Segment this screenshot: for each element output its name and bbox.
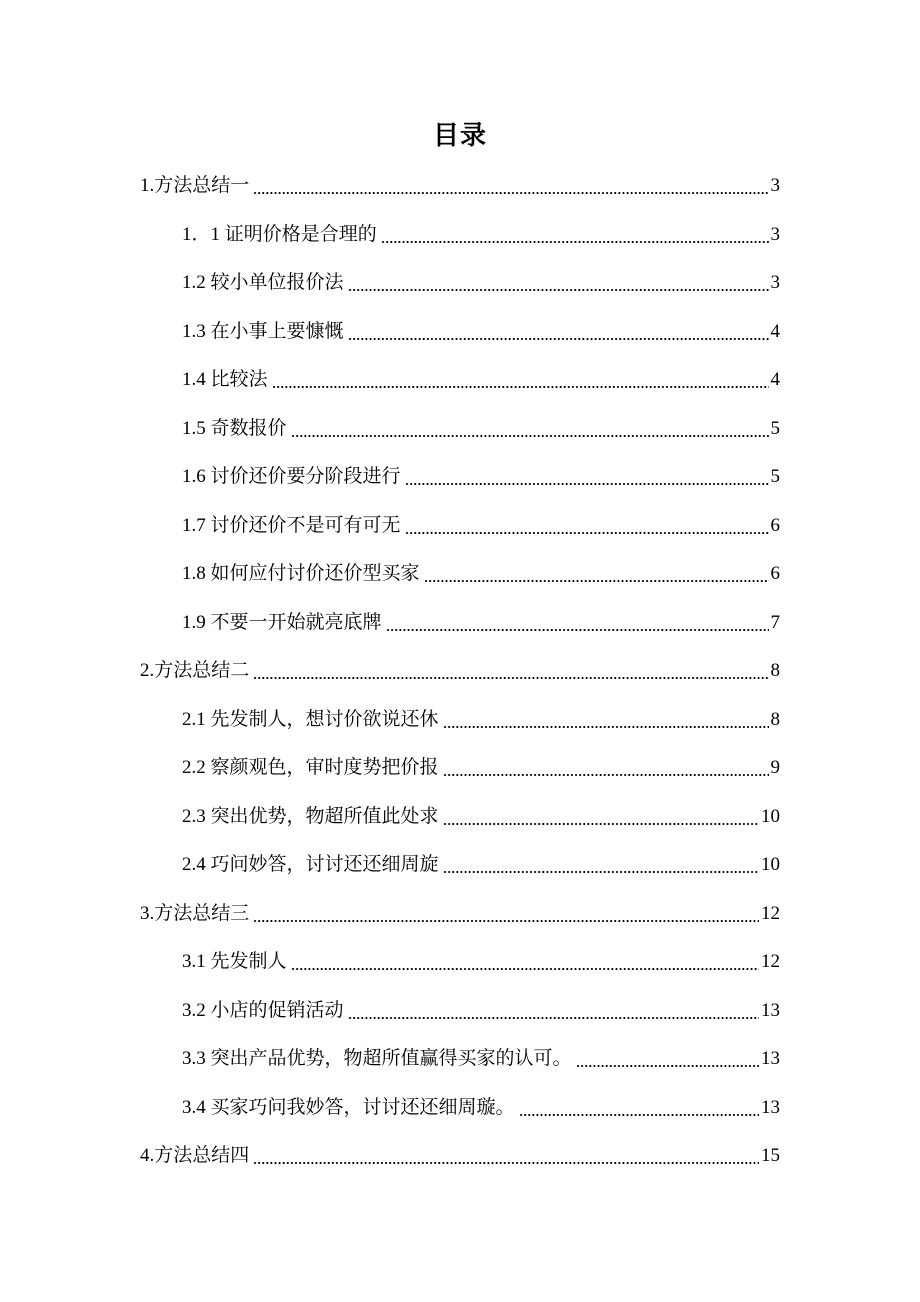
toc-entry-1[interactable] bbox=[0, 162, 780, 211]
toc-entry-page: 5 bbox=[770, 417, 780, 439]
dot-leader bbox=[381, 241, 769, 243]
toc-entry-1-2[interactable] bbox=[0, 259, 780, 308]
toc-entry-page: 7 bbox=[770, 611, 780, 633]
dot-leader bbox=[424, 580, 769, 582]
toc-entry-label: 1.3 在小事上要慷慨 bbox=[182, 320, 344, 342]
toc-entry-page: 12 bbox=[761, 951, 780, 973]
toc-entry-label: 2.4 巧问妙答，讨讨还还细周旋 bbox=[182, 854, 439, 876]
toc-entry-label: 1.9 不要一开始就亮底牌 bbox=[182, 611, 382, 633]
toc-entry-1-9[interactable] bbox=[0, 599, 780, 648]
toc-entry-label: 1.方法总结一 bbox=[140, 175, 250, 197]
dot-leader bbox=[253, 677, 768, 679]
dot-leader bbox=[348, 338, 769, 340]
toc-entry-page: 5 bbox=[770, 466, 780, 488]
toc-entry-4[interactable] bbox=[0, 1132, 780, 1181]
dot-leader bbox=[576, 1065, 759, 1067]
toc-entry-label: 2.2 察颜观色，审时度势把价报 bbox=[182, 757, 439, 779]
toc-entry-3[interactable] bbox=[0, 890, 780, 939]
dot-leader bbox=[405, 483, 769, 485]
toc-entry-label: 1．1 证明价格是合理的 bbox=[182, 223, 377, 245]
toc-entry-1-6[interactable] bbox=[0, 453, 780, 502]
toc-entry-3-1[interactable] bbox=[0, 938, 780, 987]
toc-list bbox=[0, 162, 920, 1181]
dot-leader bbox=[405, 532, 769, 534]
toc-entry-2-3[interactable] bbox=[0, 793, 780, 842]
toc-entry-1-8[interactable] bbox=[0, 550, 780, 599]
toc-entry-1-7[interactable] bbox=[0, 502, 780, 551]
toc-entry-3-4[interactable] bbox=[0, 1084, 780, 1133]
toc-entry-2-1[interactable] bbox=[0, 696, 780, 745]
dot-leader bbox=[253, 1162, 759, 1164]
toc-entry-label: 1.5 奇数报价 bbox=[182, 417, 287, 439]
dot-leader bbox=[253, 920, 759, 922]
toc-entry-page: 15 bbox=[761, 1145, 780, 1167]
toc-entry-page: 6 bbox=[770, 514, 780, 536]
toc-entry-2-4[interactable] bbox=[0, 841, 780, 890]
toc-entry-page: 6 bbox=[770, 563, 780, 585]
toc-entry-3-3[interactable] bbox=[0, 1035, 780, 1084]
dot-leader bbox=[291, 968, 759, 970]
toc-entry-page: 12 bbox=[761, 902, 780, 924]
toc-entry-label: 1.2 较小单位报价法 bbox=[182, 272, 344, 294]
toc-entry-page: 8 bbox=[770, 708, 780, 730]
toc-entry-label: 1.6 讨价还价要分阶段进行 bbox=[182, 466, 401, 488]
toc-entry-label: 4.方法总结四 bbox=[140, 1145, 250, 1167]
toc-entry-1-4[interactable] bbox=[0, 356, 780, 405]
toc-entry-page: 4 bbox=[770, 320, 780, 342]
dot-leader bbox=[348, 1017, 759, 1019]
toc-entry-page: 3 bbox=[770, 223, 780, 245]
dot-leader bbox=[291, 435, 769, 437]
toc-entry-label: 1.8 如何应付讨价还价型买家 bbox=[182, 563, 420, 585]
toc-entry-1-3[interactable] bbox=[0, 308, 780, 357]
toc-entry-label: 2.方法总结二 bbox=[140, 660, 250, 682]
dot-leader bbox=[272, 386, 769, 388]
toc-entry-page: 10 bbox=[761, 854, 780, 876]
toc-entry-page: 8 bbox=[770, 660, 780, 682]
toc-entry-2-2[interactable] bbox=[0, 744, 780, 793]
dot-leader bbox=[443, 726, 769, 728]
toc-entry-page: 13 bbox=[761, 1096, 780, 1118]
toc-entry-page: 9 bbox=[770, 757, 780, 779]
toc-entry-page: 3 bbox=[770, 175, 780, 197]
toc-entry-label: 1.4 比较法 bbox=[182, 369, 268, 391]
toc-title: 目录 bbox=[432, 121, 487, 150]
toc-entry-page: 3 bbox=[770, 272, 780, 294]
dot-leader bbox=[443, 871, 759, 873]
dot-leader bbox=[386, 629, 769, 631]
toc-entry-label: 3.1 先发制人 bbox=[182, 951, 287, 973]
toc-entry-label: 2.1 先发制人，想讨价欲说还休 bbox=[182, 708, 439, 730]
dot-leader bbox=[443, 823, 759, 825]
toc-entry-page: 4 bbox=[770, 369, 780, 391]
toc-entry-label: 2.3 突出优势，物超所值此处求 bbox=[182, 805, 439, 827]
toc-entry-label: 3.方法总结三 bbox=[140, 902, 250, 924]
toc-entry-label: 1.7 讨价还价不是可有可无 bbox=[182, 514, 401, 536]
dot-leader bbox=[253, 192, 768, 194]
toc-entry-page: 10 bbox=[761, 805, 780, 827]
dot-leader bbox=[348, 289, 769, 291]
toc-entry-label: 3.3 突出产品优势，物超所值赢得买家的认可。 bbox=[182, 1048, 572, 1070]
toc-entry-3-2[interactable] bbox=[0, 987, 780, 1036]
dot-leader bbox=[443, 774, 769, 776]
toc-entry-label: 3.4 买家巧问我妙答，讨讨还还细周璇。 bbox=[182, 1096, 515, 1118]
toc-entry-label: 3.2 小店的促销活动 bbox=[182, 999, 344, 1021]
toc-entry-2[interactable] bbox=[0, 647, 780, 696]
dot-leader bbox=[519, 1114, 759, 1116]
toc-entry-1-5[interactable] bbox=[0, 405, 780, 454]
toc-entry-page: 13 bbox=[761, 1048, 780, 1070]
toc-entry-page: 13 bbox=[761, 999, 780, 1021]
toc-entry-1-1[interactable] bbox=[0, 211, 780, 260]
